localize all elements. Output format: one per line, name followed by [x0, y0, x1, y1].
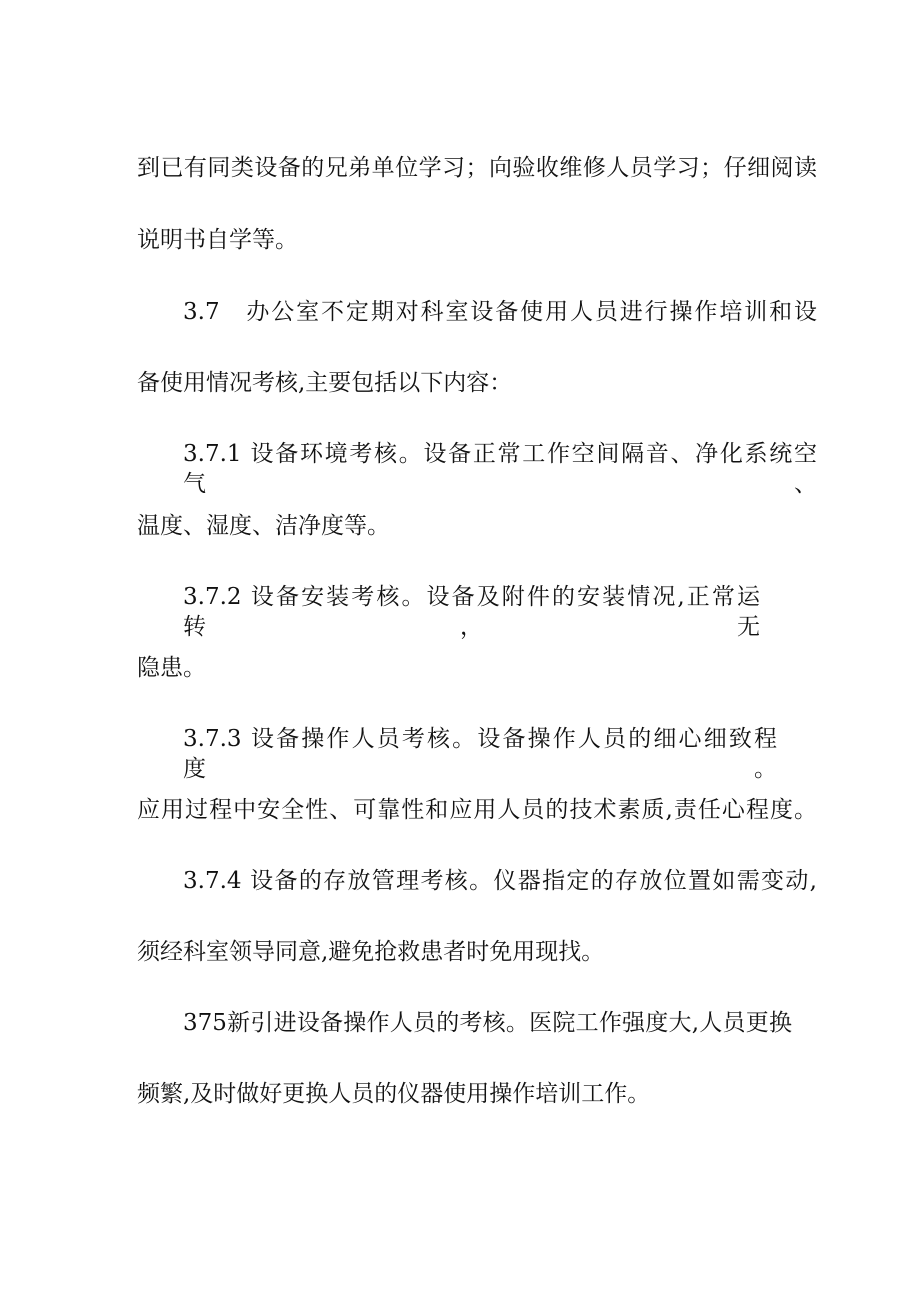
text-line: 3.7 办公室不定期对科室设备使用人员进行操作培训和设 [183, 299, 817, 325]
text-line: 3.7.3 设备操作人员考核。设备操作人员的细心细致程度。 [183, 726, 777, 782]
text-line: 3.7.2 设备安装考核。设备及附件的安装情况,正常运转，无 [183, 584, 760, 640]
text-line: 到已有同类设备的兄弟单位学习；向验收维修人员学习；仔细阅读 [137, 155, 817, 181]
text-line: 说明书自学等。 [137, 227, 298, 253]
text-line: 须经科室领导同意,避免抢救患者时免用现找。 [137, 939, 605, 965]
text-line: 频繁,及时做好更换人员的仪器使用操作培训工作。 [137, 1081, 651, 1107]
text-line: 温度、湿度、洁净度等。 [137, 513, 390, 539]
text-line: 3.7.1 设备环境考核。设备正常工作空间隔音、净化系统空气、 [183, 441, 817, 497]
text-line: 3.7.4 设备的存放管理考核。仪器指定的存放位置如需变动, [183, 868, 817, 894]
text-line: 备使用情况考核,主要包括以下内容： [137, 370, 513, 396]
text-line: 应用过程中安全性、可靠性和应用人员的技术素质,责任心程度。 [137, 797, 817, 823]
text-line: 375新引进设备操作人员的考核。医院工作强度大,人员更换 [183, 1010, 792, 1036]
text-line: 隐患。 [137, 655, 206, 681]
